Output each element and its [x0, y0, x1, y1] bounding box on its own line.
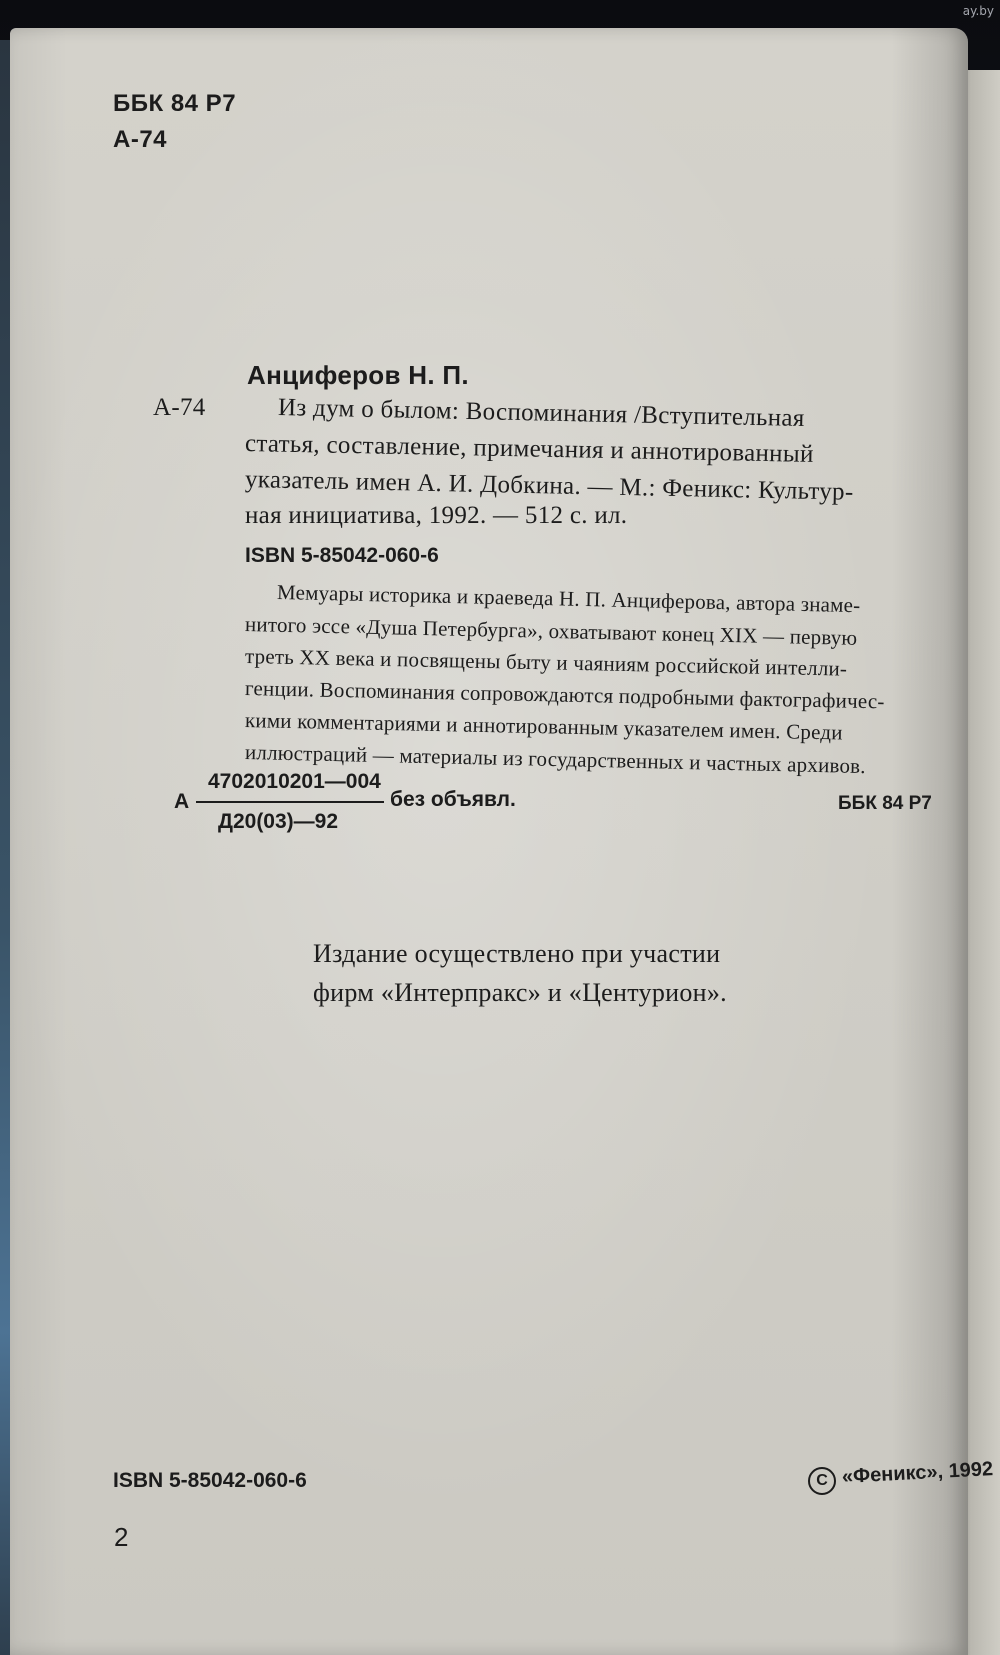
formula-numerator: 4702010201—004	[208, 770, 381, 793]
sponsor-line-2: фирм «Интерпракс» и «Центурион».	[313, 978, 727, 1007]
entry-line-2: статья, составление, примечания и аннотированный	[244, 430, 814, 468]
formula-fraction-line	[196, 801, 384, 803]
entry-margin-code: А-74	[153, 394, 206, 421]
footer-copyright: «Феникс», 1992	[841, 1458, 994, 1488]
copyright-icon: C	[808, 1467, 836, 1495]
entry-line-1: Из дум о былом: Воспоминания /Вступительная	[277, 394, 805, 433]
sponsor-line-1: Издание осуществлено при участии	[313, 939, 721, 968]
entry-line-3: указатель имен А. И. Добкина. — М.: Феникс: Культур-	[244, 466, 854, 506]
annotation-line-1: Мемуары историка и краеведа Н. П. Анциферова, автора знаме-	[276, 580, 861, 618]
entry-author: Анциферов Н. П.	[247, 360, 469, 390]
book-page	[10, 28, 994, 1655]
page-number: 2	[114, 1522, 129, 1552]
watermark: ay.by	[962, 4, 994, 18]
entry-isbn: ISBN 5-85042-060-6	[245, 544, 439, 567]
bbk-header: ББК 84 Р7	[113, 90, 237, 117]
formula-bbk: ББК 84 Р7	[838, 793, 932, 814]
annotation-line-3: треть XX века и посвящены быту и чаяниям российской интелли-	[244, 644, 848, 681]
entry-line-4: ная инициатива, 1992. — 512 с. ил.	[245, 502, 628, 529]
footer-isbn: ISBN 5-85042-060-6	[113, 1469, 307, 1492]
annotation-line-6: иллюстраций — материалы из государственных и частных архивов.	[244, 740, 867, 779]
author-code-header: А-74	[113, 126, 168, 153]
formula-letter: А	[174, 790, 190, 813]
formula-note: без объявл.	[390, 788, 516, 811]
formula-denominator: Д20(03)—92	[218, 810, 339, 833]
annotation-line-2: нитого эссе «Душа Петербурга», охватывают конец XIX — первую	[244, 612, 858, 650]
annotation-line-4: генции. Воспоминания сопровождаются подробными фактографичес-	[244, 676, 885, 714]
annotation-line-5: кими комментариями и аннотированным указателем имен. Среди	[244, 708, 843, 745]
